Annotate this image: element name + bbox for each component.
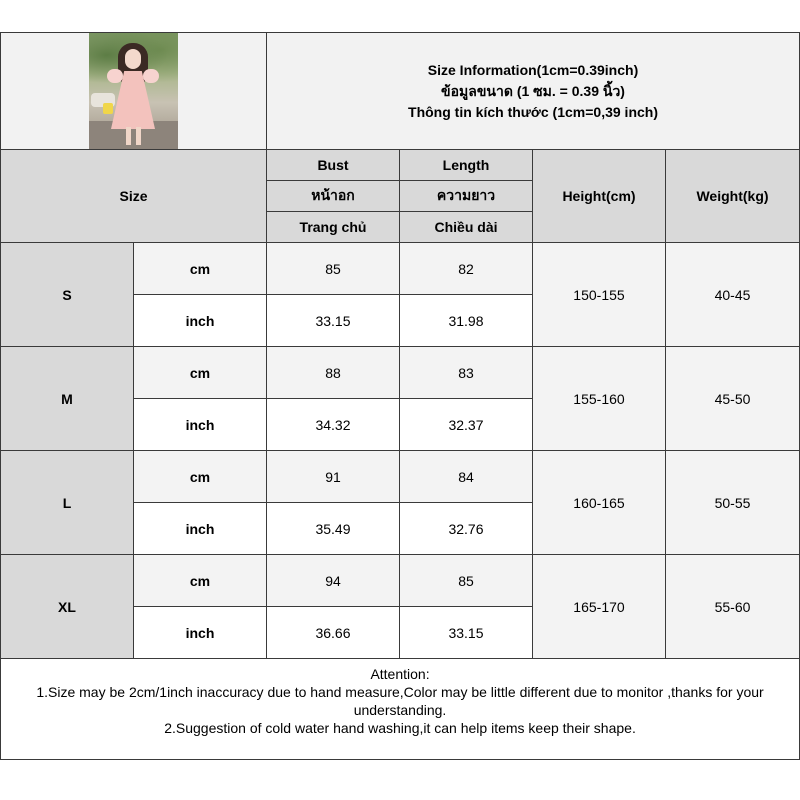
- notes-line-1: 1.Size may be 2cm/1inch inaccuracy due to hand measure,Color may be little different due to monitor ,thanks for your understanding.: [36, 684, 764, 718]
- length-cm-cell: 84: [400, 451, 533, 503]
- table-row: [1, 451, 800, 503]
- size-table: [0, 32, 800, 760]
- bust-inch-cell: 35.49: [267, 503, 400, 555]
- notes-row: [1, 659, 800, 760]
- unit-cm-cell: cm: [134, 451, 267, 503]
- length-cm-cell: 85: [400, 555, 533, 607]
- weight-cell: 50-55: [666, 451, 800, 555]
- length-inch-cell: 32.76: [400, 503, 533, 555]
- unit-cm-cell: cm: [134, 347, 267, 399]
- notes-heading: Attention:: [370, 666, 430, 682]
- notes-line-2: 2.Suggestion of cold water hand washing,it can help items keep their shape.: [164, 720, 636, 736]
- height-cell: 155-160: [533, 347, 666, 451]
- table-row: [1, 347, 800, 399]
- dress-model-photo: [89, 33, 178, 149]
- weight-column-header: Weight(kg): [666, 150, 800, 243]
- bust-inch-cell: 36.66: [267, 607, 400, 659]
- unit-inch-cell: inch: [134, 503, 267, 555]
- unit-cm-cell: cm: [134, 555, 267, 607]
- bust-cm-cell: 88: [267, 347, 400, 399]
- length-inch-cell: 32.37: [400, 399, 533, 451]
- bust-cm-cell: 85: [267, 243, 400, 295]
- weight-cell: 40-45: [666, 243, 800, 347]
- column-header-row-1: [1, 150, 800, 181]
- table-row: [1, 555, 800, 607]
- size-information-title: [267, 33, 800, 150]
- height-cell: 165-170: [533, 555, 666, 659]
- length-inch-cell: 31.98: [400, 295, 533, 347]
- unit-inch-cell: inch: [134, 295, 267, 347]
- bust-cm-cell: 91: [267, 451, 400, 503]
- length-header-thai: ความยาว: [400, 181, 533, 212]
- attention-notes: [1, 659, 800, 760]
- bust-cm-cell: 94: [267, 555, 400, 607]
- bust-inch-cell: 33.15: [267, 295, 400, 347]
- height-column-header: Height(cm): [533, 150, 666, 243]
- header-row: [1, 33, 800, 150]
- height-cell: 160-165: [533, 451, 666, 555]
- weight-cell: 55-60: [666, 555, 800, 659]
- height-cell: 150-155: [533, 243, 666, 347]
- length-cm-cell: 82: [400, 243, 533, 295]
- size-label-cell: XL: [1, 555, 134, 659]
- bust-inch-cell: 34.32: [267, 399, 400, 451]
- bust-header-vietnamese: Trang chủ: [267, 212, 400, 243]
- unit-inch-cell: inch: [134, 607, 267, 659]
- size-label-cell: L: [1, 451, 134, 555]
- unit-cm-cell: cm: [134, 243, 267, 295]
- size-label-cell: M: [1, 347, 134, 451]
- length-header-english: Length: [400, 150, 533, 181]
- unit-inch-cell: inch: [134, 399, 267, 451]
- table-row: [1, 243, 800, 295]
- weight-cell: 45-50: [666, 347, 800, 451]
- title-vietnamese: Thông tin kích thước (1cm=0,39 inch): [408, 103, 658, 120]
- size-column-header: Size: [1, 150, 267, 243]
- title-english: Size Information(1cm=0.39inch): [427, 61, 639, 78]
- bust-header-thai: หน้าอก: [267, 181, 400, 212]
- product-photo-cell: [1, 33, 267, 150]
- title-thai: ข้อมูลขนาด (1 ซม. = 0.39 นิ้ว): [441, 82, 625, 99]
- size-chart: [0, 32, 800, 766]
- bust-header-english: Bust: [267, 150, 400, 181]
- length-header-vietnamese: Chiều dài: [400, 212, 533, 243]
- size-label-cell: S: [1, 243, 134, 347]
- length-inch-cell: 33.15: [400, 607, 533, 659]
- length-cm-cell: 83: [400, 347, 533, 399]
